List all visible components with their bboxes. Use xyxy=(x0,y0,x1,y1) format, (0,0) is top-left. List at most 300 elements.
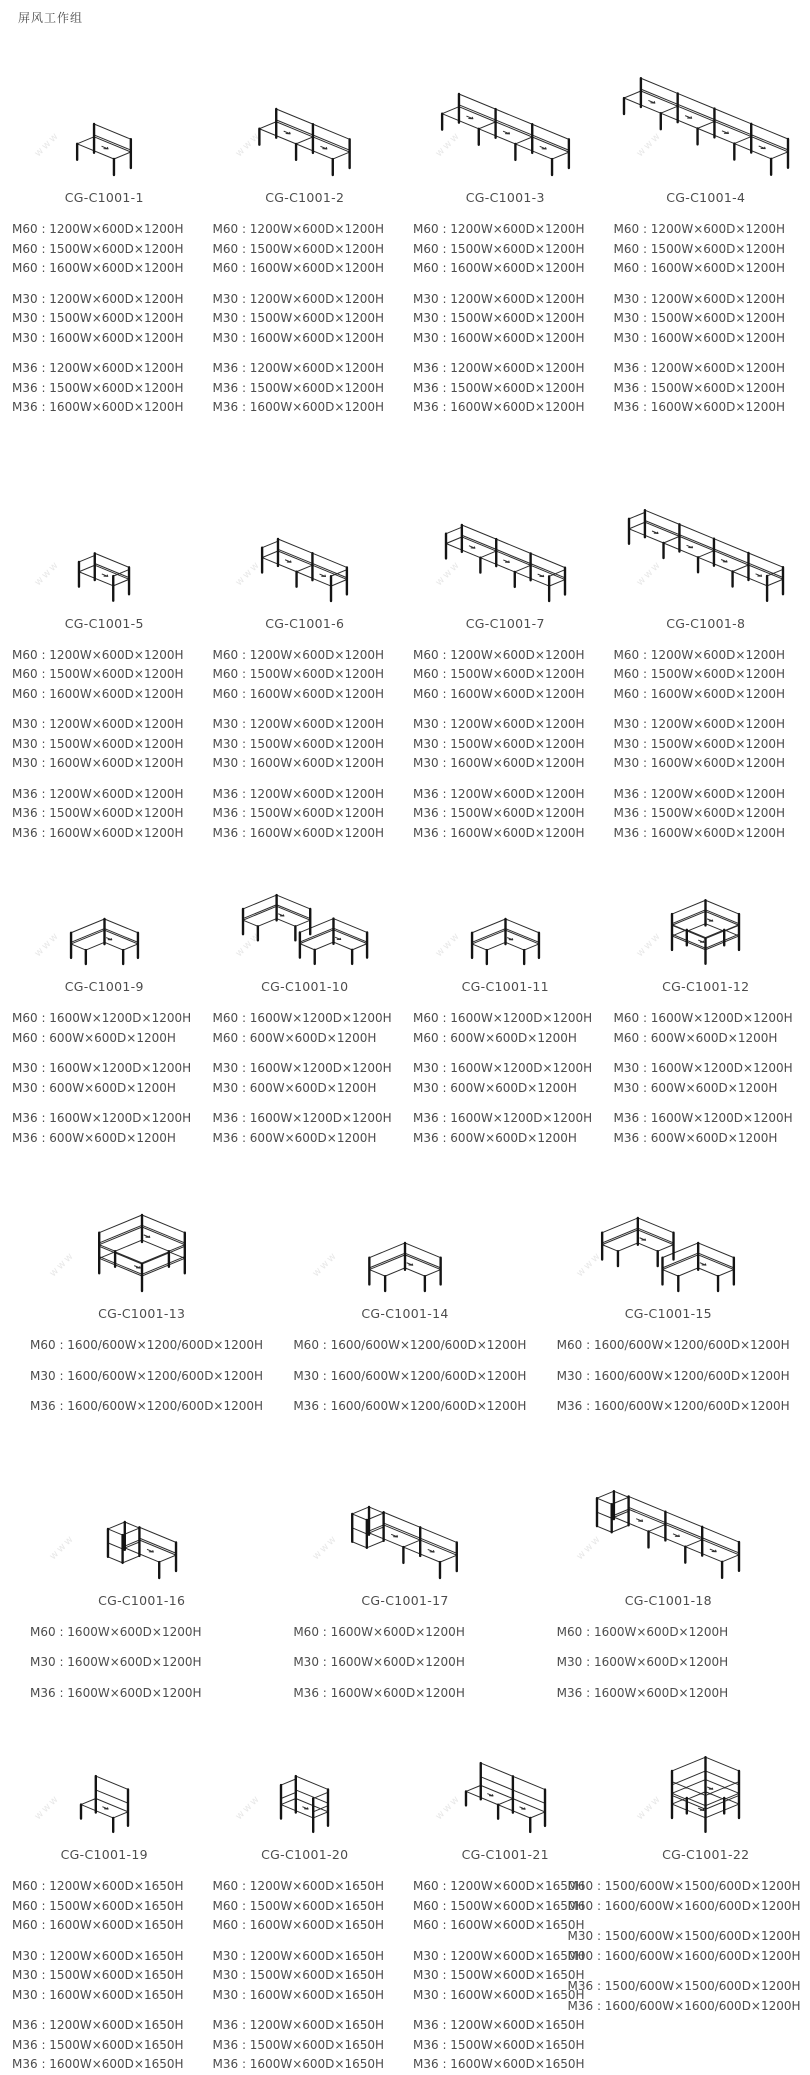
spec-line: M30 : 1600/600W×1200/600D×1200H xyxy=(293,1368,527,1383)
watermark: www xyxy=(310,1250,341,1280)
spec-line: M30 : 1500W×600D×1200H xyxy=(12,736,184,751)
product-code: CG-C1001-19 xyxy=(60,1847,148,1862)
spec-group xyxy=(614,785,807,844)
page-title: 屏风工作组 xyxy=(18,11,84,25)
spec-group xyxy=(557,1684,800,1704)
product-row xyxy=(0,873,810,1148)
spec-line: M60 : 1600W×600D×1200H xyxy=(30,1624,202,1639)
spec-list xyxy=(537,1336,800,1417)
spec-line: M30 : 1600W×600D×1200H xyxy=(12,756,184,770)
spec-group xyxy=(213,220,406,279)
spec-line: M30 : 1600W×1200D×1200H xyxy=(613,1061,793,1075)
watermark: www xyxy=(233,129,263,160)
watermark: www xyxy=(574,1250,604,1280)
spec-list xyxy=(10,1336,273,1417)
spec-line: M60 : 1600W×1200D×1200H xyxy=(413,1011,593,1025)
spec-group xyxy=(293,1397,536,1417)
product-card xyxy=(405,30,606,418)
spec-line: M60 : 1500W×600D×1200H xyxy=(413,241,585,256)
spec-line: M60 : 1500W×600D×1200H xyxy=(613,241,786,256)
product-code: CG-C1001-17 xyxy=(361,1592,449,1608)
spec-line: M30 : 1200W×600D×1200H xyxy=(613,717,786,731)
spec-line: M36 : 1600W×600D×1650H xyxy=(413,2057,585,2071)
spec-line: M36 : 1600W×600D×1200H xyxy=(413,400,585,414)
workstation-straight-icon xyxy=(4,30,205,180)
spec-group xyxy=(12,290,205,349)
spec-group xyxy=(213,1059,406,1098)
spec-group xyxy=(12,1059,205,1098)
spec-line: M36 : 1200W×600D×1200H xyxy=(12,361,184,375)
spec-line: M30 : 1600W×1200D×1200H xyxy=(12,1061,192,1075)
spec-group xyxy=(293,1623,536,1643)
spec-line: M36 : 1600W×1200D×1200H xyxy=(212,1111,392,1125)
spec-line: M60 : 1500W×600D×1200H xyxy=(212,667,385,681)
spec-group xyxy=(413,1059,606,1098)
spec-line: M60 : 1200W×600D×1200H xyxy=(12,647,184,662)
spec-list xyxy=(606,646,807,844)
spec-line: M60 : 1600/600W×1200/600D×1200H xyxy=(556,1338,790,1352)
product-card xyxy=(4,1719,205,2075)
spec-list xyxy=(405,646,606,844)
spec-line: M30 : 1600W×600D×1200H xyxy=(613,756,786,770)
spec-line: M60 : 1500W×600D×1200H xyxy=(12,241,184,256)
spec-group xyxy=(557,1653,800,1673)
spec-line: M30 : 1200W×600D×1650H xyxy=(12,1948,184,1963)
spec-list xyxy=(205,1009,406,1148)
spec-line: M60 : 1500W×600D×1200H xyxy=(613,667,786,681)
spec-group xyxy=(413,290,606,349)
spec-line: M30 : 1200W×600D×1200H xyxy=(413,717,585,731)
spec-line: M36 : 1200W×600D×1200H xyxy=(413,361,585,375)
spec-list xyxy=(606,1009,807,1148)
spec-line: M30 : 1500W×600D×1200H xyxy=(613,311,786,325)
watermark: www xyxy=(433,558,464,589)
product-code: CG-C1001-10 xyxy=(261,979,349,994)
spec-line: M60 : 1200W×600D×1650H xyxy=(212,1879,385,1893)
watermark: www xyxy=(634,1793,664,1823)
product-code: CG-C1001-22 xyxy=(662,1847,750,1862)
workstation-straight-icon xyxy=(4,1719,205,1837)
spec-group xyxy=(293,1336,536,1356)
spec-line: M30 : 1500W×600D×1200H xyxy=(212,736,385,751)
product-card xyxy=(567,1719,807,2075)
workstation-corner-icon xyxy=(405,873,606,969)
spec-line: M30 : 600W×600D×1200H xyxy=(613,1080,778,1095)
product-row xyxy=(0,30,810,418)
spec-line: M36 : 1600W×1200D×1200H xyxy=(613,1111,793,1125)
spec-group xyxy=(557,1623,800,1643)
spec-line: M30 : 1200W×600D×1200H xyxy=(12,291,184,306)
spec-list xyxy=(205,220,406,418)
spec-line: M60 : 1200W×600D×1200H xyxy=(212,222,385,236)
workstation-cabinet-icon xyxy=(10,1433,273,1583)
spec-line: M36 : 1500W×600D×1650H xyxy=(212,2037,385,2052)
spec-line: M60 : 1200W×600D×1200H xyxy=(613,222,786,236)
workstation-straight-icon xyxy=(405,30,606,180)
spec-line: M60 : 1600W×600D×1200H xyxy=(556,1624,729,1639)
watermark: www xyxy=(32,929,63,960)
spec-line: M36 : 1200W×600D×1200H xyxy=(413,786,585,801)
spec-group xyxy=(557,1336,800,1356)
product-code: CG-C1001-1 xyxy=(64,190,144,205)
spec-list xyxy=(4,646,205,844)
spec-line: M36 : 1600/600W×1600/600D×1200H xyxy=(567,1998,801,2013)
product-code: CG-C1001-4 xyxy=(666,190,746,205)
workstation-cabinet-icon xyxy=(537,1433,800,1583)
spec-group xyxy=(413,715,606,774)
spec-group xyxy=(12,1109,205,1148)
product-row xyxy=(0,1168,810,1417)
product-code: CG-C1001-12 xyxy=(662,979,750,994)
spec-line: M60 : 1600W×1200D×1200H xyxy=(12,1011,192,1025)
workstation-straight-icon xyxy=(606,30,807,180)
workstation-straight-icon xyxy=(205,474,406,606)
product-code: CG-C1001-2 xyxy=(265,190,345,205)
spec-group xyxy=(12,220,205,279)
spec-line: M60 : 1500/600W×1500/600D×1200H xyxy=(567,1879,801,1893)
spec-group xyxy=(413,220,606,279)
product-row xyxy=(0,1719,810,2075)
workstation-straight-icon xyxy=(405,474,606,606)
spec-line: M30 : 1600W×600D×1200H xyxy=(212,330,385,345)
spec-line: M60 : 1600W×600D×1200H xyxy=(613,261,786,275)
spec-line: M30 : 1600W×600D×1200H xyxy=(212,756,385,770)
spec-line: M60 : 1600W×600D×1650H xyxy=(212,1918,385,1932)
spec-line: M60 : 1200W×600D×1200H xyxy=(212,647,385,662)
spec-line: M60 : 1500W×600D×1650H xyxy=(212,1898,385,1913)
spec-line: M36 : 1200W×600D×1650H xyxy=(212,2018,385,2032)
spec-group xyxy=(293,1684,536,1704)
spec-line: M60 : 600W×600D×1200H xyxy=(613,1030,778,1045)
spec-line: M30 : 1500W×600D×1650H xyxy=(413,1968,585,1982)
workstation-pinwheel-icon xyxy=(606,1719,807,1837)
spec-line: M60 : 1500W×600D×1200H xyxy=(12,667,184,681)
workstation-pinwheel-icon xyxy=(10,1168,273,1296)
spec-group xyxy=(413,785,606,844)
spec-line: M30 : 1600W×600D×1200H xyxy=(293,1655,465,1669)
spec-line: M30 : 1600W×600D×1200H xyxy=(613,330,786,345)
spec-group xyxy=(413,1109,606,1148)
workstation-corner-icon xyxy=(537,1168,800,1296)
workstation-corner-icon xyxy=(4,873,205,969)
product-card xyxy=(4,30,205,418)
spec-line: M30 : 1600W×600D×1200H xyxy=(413,756,585,770)
spec-list xyxy=(537,1623,800,1704)
spec-line: M36 : 1200W×600D×1200H xyxy=(212,786,385,801)
spec-line: M30 : 600W×600D×1200H xyxy=(12,1080,176,1095)
spec-group xyxy=(213,785,406,844)
spec-line: M36 : 1600/600W×1200/600D×1200H xyxy=(293,1399,527,1413)
workstation-straight-icon xyxy=(405,1719,606,1837)
product-card xyxy=(537,1168,800,1417)
watermark: www xyxy=(634,929,664,960)
spec-line: M36 : 1600W×600D×1200H xyxy=(12,825,184,840)
product-card xyxy=(4,873,205,1148)
spec-list xyxy=(4,220,205,418)
spec-group xyxy=(614,290,807,349)
spec-line: M30 : 1600W×600D×1650H xyxy=(12,1987,184,2002)
product-card xyxy=(273,1433,536,1704)
spec-group xyxy=(293,1653,536,1673)
watermark: www xyxy=(310,1532,341,1562)
watermark: www xyxy=(433,129,464,160)
workstation-corner-icon xyxy=(273,1168,536,1296)
spec-line: M60 : 1600W×600D×1200H xyxy=(12,686,184,701)
spec-group xyxy=(12,2016,205,2075)
spec-line: M36 : 1600W×600D×1650H xyxy=(12,2057,184,2071)
spec-line: M36 : 1600/600W×1200/600D×1200H xyxy=(30,1399,264,1413)
spec-line: M30 : 1200W×600D×1200H xyxy=(613,291,786,306)
product-code: CG-C1001-3 xyxy=(465,190,545,205)
spec-group xyxy=(614,646,807,705)
watermark: www xyxy=(233,1793,263,1823)
spec-line: M60 : 600W×600D×1200H xyxy=(212,1030,377,1045)
product-grid xyxy=(0,30,810,2075)
spec-group xyxy=(413,646,606,705)
spec-line: M30 : 1500W×600D×1200H xyxy=(613,736,786,751)
spec-line: M60 : 1200W×600D×1650H xyxy=(12,1879,184,1893)
product-card xyxy=(606,30,807,418)
spec-line: M36 : 1200W×600D×1650H xyxy=(413,2018,585,2032)
product-code: CG-C1001-8 xyxy=(666,615,746,631)
product-code: CG-C1001-9 xyxy=(64,979,144,994)
spec-list xyxy=(10,1623,273,1704)
spec-line: M36 : 1200W×600D×1200H xyxy=(12,786,184,801)
watermark: www xyxy=(233,558,263,589)
spec-line: M30 : 600W×600D×1200H xyxy=(212,1080,377,1095)
spec-line: M60 : 1600W×600D×1200H xyxy=(413,261,585,275)
spec-group xyxy=(567,1977,807,2016)
spec-line: M36 : 600W×600D×1200H xyxy=(413,1130,577,1145)
spec-line: M60 : 1600/600W×1200/600D×1200H xyxy=(293,1338,527,1352)
spec-line: M30 : 1500W×600D×1200H xyxy=(212,311,385,325)
spec-group xyxy=(614,715,807,774)
spec-line: M60 : 1200W×600D×1200H xyxy=(613,647,786,662)
watermark: www xyxy=(32,1793,63,1823)
spec-line: M36 : 1500W×600D×1650H xyxy=(413,2037,585,2052)
spec-line: M30 : 1600W×600D×1200H xyxy=(413,330,585,345)
spec-line: M36 : 1500W×600D×1200H xyxy=(212,806,385,820)
spec-line: M60 : 1200W×600D×1200H xyxy=(12,222,184,236)
product-card xyxy=(205,873,406,1148)
spec-line: M60 : 1600W×600D×1650H xyxy=(413,1918,585,1932)
spec-line: M30 : 1200W×600D×1200H xyxy=(413,291,585,306)
watermark: www xyxy=(32,558,63,589)
spec-group xyxy=(614,359,807,418)
workstation-pinwheel-icon xyxy=(606,873,807,969)
spec-list xyxy=(273,1623,536,1704)
watermark: www xyxy=(32,129,63,160)
spec-line: M60 : 1500W×600D×1650H xyxy=(12,1898,184,1913)
product-code: CG-C1001-16 xyxy=(98,1592,186,1608)
spec-line: M60 : 600W×600D×1200H xyxy=(12,1030,176,1045)
spec-group xyxy=(213,1009,406,1048)
spec-group xyxy=(614,1109,807,1148)
spec-line: M36 : 1500W×600D×1200H xyxy=(12,380,184,395)
product-row xyxy=(0,474,810,844)
spec-group xyxy=(293,1367,536,1387)
workstation-straight-icon xyxy=(205,1719,406,1837)
product-code: CG-C1001-13 xyxy=(98,1306,186,1321)
spec-group xyxy=(213,1947,406,2006)
product-card xyxy=(205,474,406,844)
product-code: CG-C1001-5 xyxy=(64,615,144,631)
spec-line: M36 : 1500W×600D×1200H xyxy=(613,380,786,395)
product-card xyxy=(537,1433,800,1704)
product-code: CG-C1001-11 xyxy=(461,979,549,994)
spec-line: M36 : 1500W×600D×1200H xyxy=(413,380,585,395)
spec-line: M36 : 1600W×600D×1200H xyxy=(12,400,184,414)
product-card xyxy=(10,1168,273,1417)
spec-line: M36 : 1500W×600D×1200H xyxy=(613,806,786,820)
watermark: www xyxy=(634,558,664,589)
spec-group xyxy=(567,1927,807,1966)
spec-group xyxy=(30,1653,273,1673)
spec-line: M36 : 1200W×600D×1200H xyxy=(613,361,786,375)
product-card xyxy=(10,1433,273,1704)
product-code: CG-C1001-18 xyxy=(624,1592,712,1608)
spec-group xyxy=(213,290,406,349)
spec-line: M30 : 1200W×600D×1650H xyxy=(212,1948,385,1963)
spec-line: M30 : 1600W×600D×1650H xyxy=(212,1987,385,2002)
spec-line: M30 : 1500/600W×1500/600D×1200H xyxy=(567,1929,801,1943)
spec-line: M36 : 1600W×600D×1200H xyxy=(413,825,585,840)
spec-list xyxy=(273,1336,536,1417)
spec-line: M30 : 1200W×600D×1650H xyxy=(413,1948,585,1963)
product-code: CG-C1001-14 xyxy=(361,1306,449,1321)
spec-group xyxy=(213,715,406,774)
spec-line: M36 : 1600W×600D×1200H xyxy=(556,1685,729,1700)
watermark: www xyxy=(233,929,263,960)
spec-group xyxy=(12,359,205,418)
spec-line: M36 : 1200W×600D×1200H xyxy=(613,786,786,801)
spec-line: M60 : 1500W×600D×1650H xyxy=(413,1898,585,1913)
spec-line: M30 : 1600W×1200D×1200H xyxy=(413,1061,593,1075)
watermark: www xyxy=(47,1250,77,1280)
watermark: www xyxy=(634,129,664,160)
spec-line: M36 : 1600W×1200D×1200H xyxy=(12,1111,192,1125)
spec-line: M30 : 1500W×600D×1200H xyxy=(413,311,585,325)
product-code: CG-C1001-20 xyxy=(261,1847,349,1862)
spec-group xyxy=(213,359,406,418)
spec-group xyxy=(614,1009,807,1048)
spec-list xyxy=(4,1009,205,1148)
product-card xyxy=(4,474,205,844)
spec-group xyxy=(30,1397,273,1417)
spec-group xyxy=(30,1336,273,1356)
spec-line: M36 : 1600W×1200D×1200H xyxy=(413,1111,593,1125)
spec-line: M36 : 1500W×600D×1650H xyxy=(12,2037,184,2052)
product-row xyxy=(0,1433,810,1704)
spec-line: M60 : 1600/600W×1600/600D×1200H xyxy=(567,1898,801,1913)
spec-line: M60 : 1200W×600D×1200H xyxy=(413,222,585,236)
spec-group xyxy=(12,1009,205,1048)
workstation-cabinet-icon xyxy=(273,1433,536,1583)
spec-line: M60 : 1600W×600D×1650H xyxy=(12,1918,184,1932)
spec-line: M36 : 1600W×600D×1200H xyxy=(613,825,786,840)
spec-line: M36 : 1500W×600D×1200H xyxy=(12,806,184,820)
spec-group xyxy=(614,1059,807,1098)
spec-line: M36 : 1600W×600D×1200H xyxy=(30,1685,202,1700)
spec-line: M36 : 1500W×600D×1200H xyxy=(212,380,385,395)
spec-group xyxy=(213,646,406,705)
spec-line: M60 : 600W×600D×1200H xyxy=(413,1030,577,1045)
spec-group xyxy=(614,220,807,279)
product-code: CG-C1001-6 xyxy=(265,615,345,631)
spec-list xyxy=(405,220,606,418)
spec-line: M36 : 600W×600D×1200H xyxy=(12,1130,176,1145)
spec-list xyxy=(606,220,807,418)
spec-line: M36 : 1500W×600D×1200H xyxy=(413,806,585,820)
product-card xyxy=(405,873,606,1148)
spec-line: M36 : 1600W×600D×1200H xyxy=(212,825,385,840)
spec-line: M60 : 1600W×600D×1200H xyxy=(212,261,385,275)
spec-list xyxy=(4,1877,205,2075)
workstation-corner-icon xyxy=(205,873,406,969)
product-card xyxy=(205,1719,406,2075)
spec-line: M60 : 1600W×600D×1200H xyxy=(212,686,385,701)
spec-group xyxy=(557,1367,800,1387)
product-code: CG-C1001-7 xyxy=(465,615,545,631)
spec-group xyxy=(30,1684,273,1704)
spec-line: M60 : 1600W×600D×1200H xyxy=(613,686,786,701)
workstation-straight-icon xyxy=(205,30,406,180)
spec-group xyxy=(567,1877,807,1916)
product-card xyxy=(273,1168,536,1417)
spec-group xyxy=(12,1877,205,1936)
spec-line: M30 : 1600W×600D×1200H xyxy=(556,1655,729,1669)
spec-line: M30 : 1500W×600D×1200H xyxy=(413,736,585,751)
spec-group xyxy=(413,1009,606,1048)
product-card xyxy=(606,873,807,1148)
spec-line: M30 : 1600W×1200D×1200H xyxy=(212,1061,392,1075)
spec-group xyxy=(12,715,205,774)
product-code: CG-C1001-21 xyxy=(461,1847,549,1862)
spec-line: M30 : 1200W×600D×1200H xyxy=(212,291,385,306)
watermark: www xyxy=(47,1532,77,1562)
product-code: CG-C1001-15 xyxy=(624,1306,712,1321)
spec-group xyxy=(413,2016,606,2075)
spec-line: M30 : 1600W×600D×1200H xyxy=(12,330,184,345)
spec-group xyxy=(12,785,205,844)
spec-line: M60 : 1600W×1200D×1200H xyxy=(613,1011,793,1025)
spec-line: M60 : 1200W×600D×1200H xyxy=(413,647,585,662)
spec-line: M60 : 1600W×600D×1200H xyxy=(293,1624,465,1639)
workstation-straight-icon xyxy=(4,474,205,606)
spec-group xyxy=(213,2016,406,2075)
spec-line: M60 : 1600W×1200D×1200H xyxy=(212,1011,392,1025)
spec-line: M30 : 1200W×600D×1200H xyxy=(12,717,184,731)
spec-line: M36 : 1600W×600D×1200H xyxy=(613,400,786,414)
spec-list xyxy=(567,1877,807,2016)
spec-line: M60 : 1500W×600D×1200H xyxy=(413,667,585,681)
spec-line: M30 : 1600W×600D×1650H xyxy=(413,1987,585,2002)
watermark: www xyxy=(574,1532,604,1562)
spec-group xyxy=(30,1623,273,1643)
spec-line: M30 : 1600W×600D×1200H xyxy=(30,1655,202,1669)
workstation-straight-icon xyxy=(606,474,807,606)
spec-line: M36 : 1600W×600D×1200H xyxy=(212,400,385,414)
spec-list xyxy=(405,1009,606,1148)
product-card xyxy=(405,474,606,844)
spec-group xyxy=(413,359,606,418)
spec-line: M60 : 1600W×600D×1200H xyxy=(12,261,184,275)
spec-line: M36 : 1500/600W×1500/600D×1200H xyxy=(567,1979,801,1993)
product-card xyxy=(606,474,807,844)
spec-group xyxy=(30,1367,273,1387)
spec-line: M36 : 1200W×600D×1200H xyxy=(212,361,385,375)
spec-line: M30 : 1500W×600D×1650H xyxy=(12,1968,184,1982)
